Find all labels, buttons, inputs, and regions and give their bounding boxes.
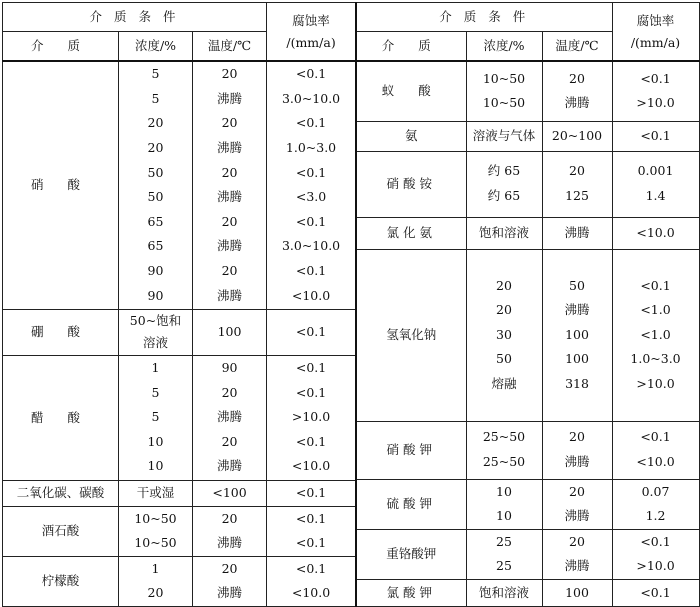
corrosion-table-left [2, 2, 356, 607]
temperature-cell [542, 479, 612, 529]
rate-values [267, 557, 355, 606]
rate-values [267, 507, 355, 556]
medium-name: 重铬酸钾 [386, 546, 437, 562]
rate-value: <1.0 [640, 326, 671, 342]
medium-cell [3, 506, 119, 556]
rate-value: <0.1 [295, 510, 327, 526]
medium-cell [356, 579, 466, 606]
temperature-cell [542, 61, 612, 121]
temperature-value: 20 [569, 163, 585, 179]
concentration-cell: 溶液与气体 [466, 121, 542, 151]
temperature-value: 沸腾 [217, 458, 243, 474]
rate-cell [612, 529, 699, 579]
temperature-value: 20 [221, 263, 238, 279]
medium-name: 硝酸钾 [386, 442, 436, 457]
medium-name: 蚁 酸 [381, 83, 441, 99]
rate-value: <1.0 [640, 302, 671, 318]
temperature-value: 20 [569, 70, 585, 86]
temperature-value: 20 [221, 510, 238, 526]
concentration-value: 65 [147, 213, 164, 229]
concentration-line: 溶液 [142, 335, 168, 350]
rate-value: <0.1 [640, 429, 671, 445]
temperature-cell: 100 [542, 579, 612, 606]
rate-value: <10.0 [291, 458, 331, 474]
concentration-cell [119, 61, 193, 309]
concentration-value: 熔融 [491, 375, 517, 391]
concentration-value: 10 [496, 483, 512, 499]
rate-cell [612, 151, 699, 217]
concentration-value: 20 [496, 302, 512, 318]
temperature-value: 沸腾 [217, 287, 243, 303]
temperature-value: 沸腾 [217, 535, 243, 551]
rate-values [613, 480, 699, 529]
rate-cell [267, 61, 356, 309]
rate-values [267, 62, 355, 308]
concentration-value: 25 [496, 558, 512, 574]
concentration-value: 20 [496, 277, 512, 293]
concentration-value: 50 [496, 351, 512, 367]
temperature-value: 20 [221, 384, 238, 400]
temperature-cell: 20~100 [542, 121, 612, 151]
concentration-line: 50~饱和 [129, 313, 182, 328]
rate-value: <0.1 [295, 560, 327, 576]
header-concentration: 浓度/% [119, 32, 193, 62]
rate-cell: <0.1 [267, 480, 356, 506]
medium-name: 硼 酸 [31, 324, 90, 339]
rate-cell [612, 421, 699, 479]
medium-name: 氯酸钾 [386, 584, 436, 600]
rate-value: <0.1 [295, 213, 327, 229]
concentration-value: 65 [147, 238, 164, 254]
header-rate-label: 腐蚀率 [292, 12, 330, 28]
rate-values [613, 530, 699, 579]
concentration-value: 5 [151, 90, 160, 106]
medium-cell [356, 121, 466, 151]
rate-cell [612, 249, 699, 421]
temperature-cell: 100 [193, 309, 267, 355]
temperature-cell [542, 421, 612, 479]
temperature-value: 318 [565, 375, 589, 391]
rate-cell: <10.0 [612, 217, 699, 249]
medium-cell [3, 61, 119, 309]
concentration-value: 10 [147, 433, 164, 449]
medium-cell [356, 421, 466, 479]
concentration-values [467, 530, 542, 579]
temperature-value: 20 [569, 533, 585, 549]
medium-name: 酒石酸 [41, 523, 80, 539]
temperature-value: 100 [565, 351, 589, 367]
temperature-value: 20 [221, 213, 238, 229]
header-medium-text: 介 质 [381, 38, 441, 53]
concentration-values [119, 356, 192, 479]
medium-cell [356, 151, 466, 217]
concentration-value: 90 [147, 263, 164, 279]
temperature-cell [193, 355, 267, 480]
medium-name: 氢氧化钠 [386, 327, 437, 342]
medium-cell [356, 61, 466, 121]
rate-cell [267, 355, 356, 480]
concentration-value: 10~50 [134, 510, 177, 526]
corrosion-table-right [355, 2, 700, 607]
temperature-value: 沸腾 [564, 95, 590, 111]
concentration-value: 10~50 [482, 70, 526, 86]
medium-name: 氯化氨 [386, 225, 436, 240]
temperature-value: 沸腾 [217, 189, 243, 205]
concentration-cell [466, 151, 542, 217]
concentration-cell: 饱和溶液 [466, 217, 542, 249]
temperature-cell: <100 [193, 480, 267, 506]
concentration-value: 90 [147, 287, 164, 303]
temperature-values [193, 557, 266, 606]
header-rate [612, 3, 699, 62]
concentration-value: 约 65 [487, 188, 521, 203]
rate-value: <3.0 [295, 189, 327, 205]
concentration-value: 20 [147, 140, 164, 156]
concentration-value: 1 [151, 360, 160, 376]
rate-value: 1.2 [645, 508, 666, 524]
concentration-value: 25 [496, 533, 512, 549]
concentration-value: 5 [151, 66, 160, 82]
rate-value: 0.001 [637, 163, 674, 179]
header-concentration: 浓度/% [466, 32, 542, 62]
concentration-cell [466, 249, 542, 421]
rate-value: <0.1 [295, 384, 327, 400]
temperature-value: 20 [221, 115, 238, 131]
rate-value: 0.07 [641, 483, 670, 499]
medium-cell [3, 355, 119, 480]
rate-cell: <0.1 [267, 309, 356, 355]
rate-value: >10.0 [636, 375, 675, 391]
temperature-values [543, 480, 612, 529]
header-medium [3, 32, 119, 62]
medium-name: 醋 酸 [31, 409, 90, 425]
rate-value: <0.1 [640, 277, 671, 293]
header-rate-unit: /(mm/a) [286, 34, 336, 50]
rate-value: 1.0~3.0 [630, 351, 681, 367]
rate-value: 1.4 [645, 188, 666, 203]
header-temperature: 温度/℃ [542, 32, 612, 62]
concentration-value: 约 65 [487, 163, 521, 179]
concentration-values [467, 425, 542, 474]
temperature-cell [542, 249, 612, 421]
rate-values [613, 274, 699, 397]
concentration-cell [466, 421, 542, 479]
concentration-values [119, 507, 192, 556]
temperature-value: 沸腾 [564, 302, 590, 318]
concentration-value: 10~50 [482, 95, 526, 111]
medium-name: 硫酸钾 [386, 496, 436, 512]
temperature-value: 沸腾 [217, 238, 243, 254]
rate-value: >10.0 [291, 409, 331, 425]
concentration-value: 5 [151, 384, 160, 400]
temperature-values [543, 274, 612, 397]
temperature-value: 沸腾 [217, 140, 243, 156]
concentration-values [467, 274, 542, 397]
header-conditions [3, 3, 267, 32]
header-rate [267, 3, 356, 62]
rate-cell [612, 61, 699, 121]
temperature-cell [542, 529, 612, 579]
rate-value: 1.0~3.0 [285, 140, 337, 156]
rate-value: 3.0~10.0 [281, 238, 341, 254]
temperature-value: 100 [565, 326, 589, 342]
temperature-values [543, 159, 612, 208]
medium-name: 硝 酸 [31, 177, 90, 193]
medium-cell [356, 529, 466, 579]
medium-cell [356, 479, 466, 529]
rate-cell: <0.1 [612, 579, 699, 606]
temperature-value: 50 [569, 277, 585, 293]
temperature-value: 20 [569, 429, 585, 445]
concentration-values [467, 480, 542, 529]
concentration-cell [466, 61, 542, 121]
temperature-value: 沸腾 [217, 585, 243, 601]
temperature-values [543, 530, 612, 579]
temperature-value: 90 [221, 360, 238, 376]
rate-cell: <0.1 [612, 121, 699, 151]
rate-value: <10.0 [291, 585, 331, 601]
rate-cell [267, 506, 356, 556]
concentration-value: 50 [147, 164, 164, 180]
rate-value: <0.1 [295, 164, 327, 180]
temperature-cell [193, 61, 267, 309]
temperature-cell [542, 151, 612, 217]
concentration-values [119, 62, 192, 308]
concentration-cell: 饱和溶液 [466, 579, 542, 606]
temperature-values [543, 67, 612, 116]
concentration-cell [466, 479, 542, 529]
temperature-value: 20 [221, 164, 238, 180]
rate-value: <0.1 [295, 66, 327, 82]
concentration-value: 20 [147, 115, 164, 131]
header-conditions-text: 介 质 条 件 [439, 9, 530, 24]
concentration-value: 50 [147, 189, 164, 205]
medium-name: 氨 [404, 128, 418, 143]
concentration-cell [119, 506, 193, 556]
concentration-value: 30 [496, 326, 512, 342]
temperature-value: 沸腾 [564, 454, 590, 469]
concentration-values [467, 159, 542, 208]
rate-value: <10.0 [636, 454, 675, 469]
concentration-cell [466, 529, 542, 579]
temperature-value: 125 [565, 188, 589, 203]
concentration-value: 10 [496, 508, 512, 524]
temperature-value: 20 [221, 560, 238, 576]
header-conditions-text: 介 质 条 件 [89, 9, 180, 24]
rate-value: <0.1 [295, 360, 327, 376]
temperature-values [193, 507, 266, 556]
temperature-values [193, 62, 266, 308]
concentration-cell: 干或湿 [119, 480, 193, 506]
header-medium-text: 介 质 [31, 38, 90, 53]
temperature-value: 沸腾 [564, 558, 590, 574]
medium-name: 硝酸铵 [386, 176, 436, 191]
temperature-value: 20 [221, 66, 238, 82]
medium-cell [356, 217, 466, 249]
temperature-value: 20 [221, 433, 238, 449]
rate-value: <10.0 [291, 287, 331, 303]
medium-cell [356, 249, 466, 421]
rate-value: <0.1 [295, 263, 327, 279]
medium-name: 二氧化碳、碳酸 [16, 485, 105, 500]
rate-values [613, 425, 699, 474]
header-rate-label: 腐蚀率 [636, 12, 675, 28]
concentration-value: 20 [147, 585, 164, 601]
rate-value: <0.1 [640, 533, 671, 549]
rate-value: >10.0 [636, 95, 675, 111]
concentration-value: 10 [147, 458, 164, 474]
rate-values [613, 67, 699, 116]
temperature-cell [193, 506, 267, 556]
rate-value: <0.1 [295, 535, 327, 551]
header-conditions [356, 3, 612, 32]
header-rate-unit: /(mm/a) [630, 34, 681, 50]
rate-value: >10.0 [636, 558, 675, 574]
rate-value: <0.1 [295, 115, 327, 131]
concentration-value: 1 [151, 560, 160, 576]
header-temperature: 温度/℃ [193, 32, 267, 62]
rate-value: <0.1 [295, 433, 327, 449]
concentration-value: 10~50 [134, 535, 177, 551]
concentration-cell [119, 355, 193, 480]
temperature-value: 沸腾 [217, 90, 243, 106]
concentration-values [467, 67, 542, 116]
medium-cell [3, 480, 119, 506]
medium-name: 柠檬酸 [41, 573, 80, 589]
rate-values [267, 356, 355, 479]
medium-cell [3, 309, 119, 355]
rate-value: 3.0~10.0 [281, 90, 341, 106]
rate-cell [612, 479, 699, 529]
temperature-value: 沸腾 [564, 508, 590, 524]
rate-values [613, 159, 699, 208]
concentration-value: 25~50 [482, 454, 526, 469]
concentration-cell [119, 309, 193, 355]
temperature-cell: 沸腾 [542, 217, 612, 249]
temperature-values [193, 356, 266, 479]
rate-value: <0.1 [640, 70, 671, 86]
temperature-value: 沸腾 [217, 409, 243, 425]
temperature-values [543, 425, 612, 474]
temperature-value: 20 [569, 483, 585, 499]
concentration-value: 25~50 [482, 429, 526, 445]
header-medium [356, 32, 466, 62]
concentration-value: 5 [151, 409, 160, 425]
concentration-values [119, 557, 192, 606]
